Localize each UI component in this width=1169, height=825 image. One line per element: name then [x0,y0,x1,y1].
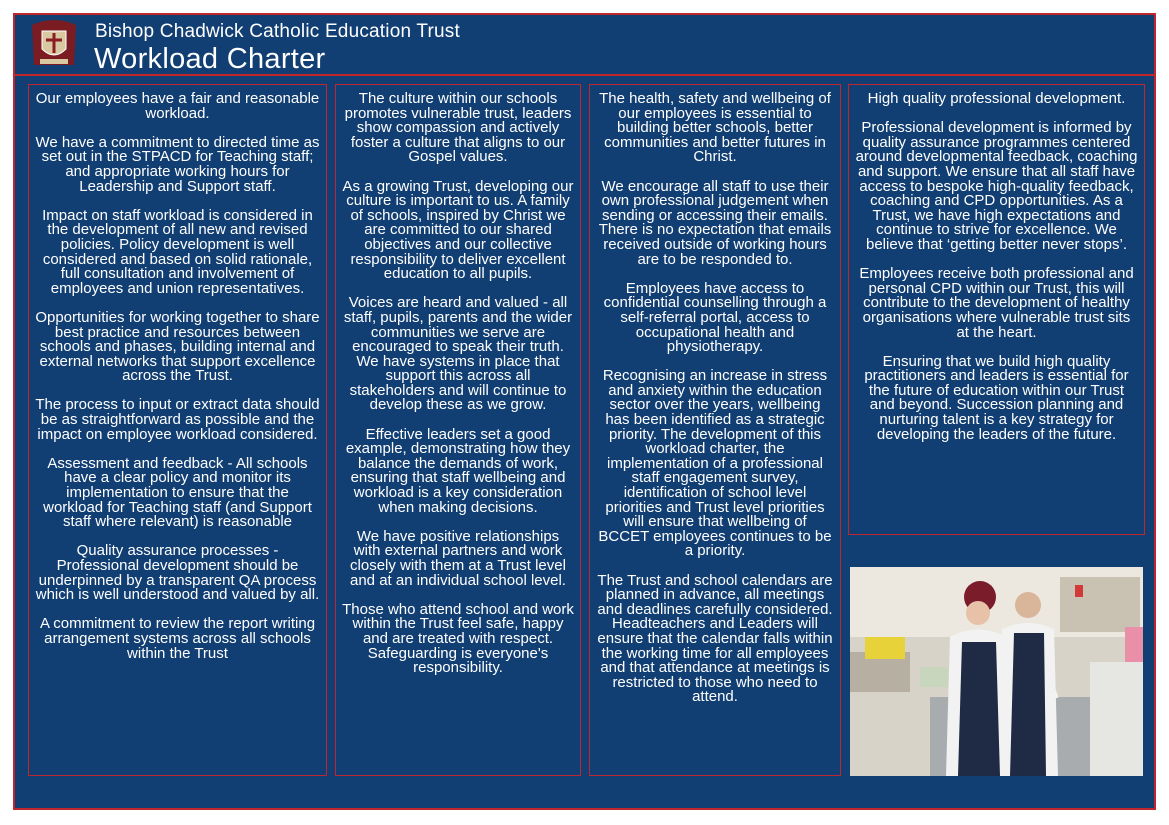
column-paragraph: We have a commitment to directed time as set out in the STPACD for Teaching staff; and appropriate working hours for Leadership and Support staff. [35,133,320,195]
column-paragraph: A commitment to review the report writing arrangement systems across all schools within the Trust [39,615,316,662]
column-paragraph: Those who attend school and work within the Trust feel safe, happy and are treated with respect. Safeguarding is everyone's responsibility. [342,600,574,677]
staff-kitchen-photo [850,567,1143,776]
column-paragraph: We encourage all staff to use their own professional judgement when sending or accessing their emails. There is no expectation that emails received outside of working hours are to be responded to. [598,177,832,268]
column-paragraph: Recognising an increase in stress and anxiety within the education sector over the years, wellbeing has been identified as a strategic priority. The development of this workload charter, the implementation of a professional staff engagement survey, identification of school level priorities and Trust level priorities will ensure that wellbeing of BCCET employees continues to be a priority. [598,367,832,560]
school-crest-icon [28,19,80,71]
column-paragraph: High quality professional development. [867,90,1126,107]
column-paragraph: Assessment and feedback - All schools have a clear policy and monitor its implementation to ensure that the workload for Teaching staff (and Support staff where relevant) is reasonable [43,454,312,531]
column-paragraph: The health, safety and wellbeing of our employees is essential to building better schools, better communities and better futures in Christ. [599,90,831,166]
page-header [14,14,1155,76]
column-paragraph: Employees have access to confidential counselling through a self-referral portal, access to occupational health and physiotherapy. [603,279,827,356]
column-paragraph: Employees receive both professional and personal CPD within our Trust, this will contribute to the development of healthy organisations where vulnerable trust sits at the heart. [859,265,1134,341]
charter-column-workload [28,84,327,776]
organisation-name: Bishop Chadwick Catholic Education Trust [95,21,460,42]
column-paragraph: Quality assurance processes - Professional development should be underpinned by a transparent QA process which is well understood and valued by all. [35,542,320,604]
column-paragraph: The culture within our schools promotes vulnerable trust, leaders show compassion and actively foster a culture that aligns to our Gospel values. [344,90,572,166]
column-paragraph: Opportunities for working together to share best practice and resources between schools and phases, building internal and external networks that support excellence across the Trust. [35,308,320,385]
column-paragraph: Effective leaders set a good example, demonstrating how they balance the demands of work, ensuring that staff wellbeing and workload is a key consideration when making decisions. [345,425,571,516]
charter-column-development [848,84,1145,535]
photo-illustration [850,567,1143,776]
column-paragraph: Impact on staff workload is considered in the development of all new and revised policies. Policy development is well considered and based on solid rationale, full consultation and involvement of employees and union representatives. [42,206,313,297]
column-paragraph: The Trust and school calendars are planned in advance, all meetings and deadlines carefully considered. Headteachers and Leaders will ensure that the calendar falls within the working time for all employees and that attendance at meetings is restricted to those who need to attend. [597,571,833,706]
column-paragraph: Our employees have a fair and reasonable workload. [35,90,320,122]
column-paragraph: Voices are heard and valued - all staff, pupils, parents and the wider communities we serve are encouraged to speak their truth. We have systems in place that support this across all stakeholders and will continue to develop these as we grow. [343,294,573,414]
page-title: Workload Charter [94,43,326,75]
column-paragraph: Professional development is informed by quality assurance programmes centered around developmental feedback, coaching and support. We ensure that all staff have access to bespoke high-quality feedback, coaching and CPD opportunities. As a Trust, we have high expectations and continue to strive for excellence. We believe that ‘getting better never stops’. [855,119,1138,253]
charter-column-culture [335,84,581,776]
column-paragraph: The process to input or extract data should be as straightforward as possible and the impact on employee workload considered. [35,396,320,443]
column-paragraph: We have positive relationships with external partners and work closely with them at a Trust level and at an individual school level. [350,527,566,589]
column-paragraph: As a growing Trust, developing our culture is important to us. A family of schools, inspired by Christ we are committed to our shared objectives and our collective responsibility to deliver excellent education to all pupils. [342,177,574,283]
column-paragraph: Ensuring that we build high quality practitioners and leaders is essential for the future of education within our Trust and beyond. Succession planning and nurturing talent is a key strategy for developing the leaders of the future. [864,352,1129,443]
charter-column-wellbeing [589,84,841,776]
